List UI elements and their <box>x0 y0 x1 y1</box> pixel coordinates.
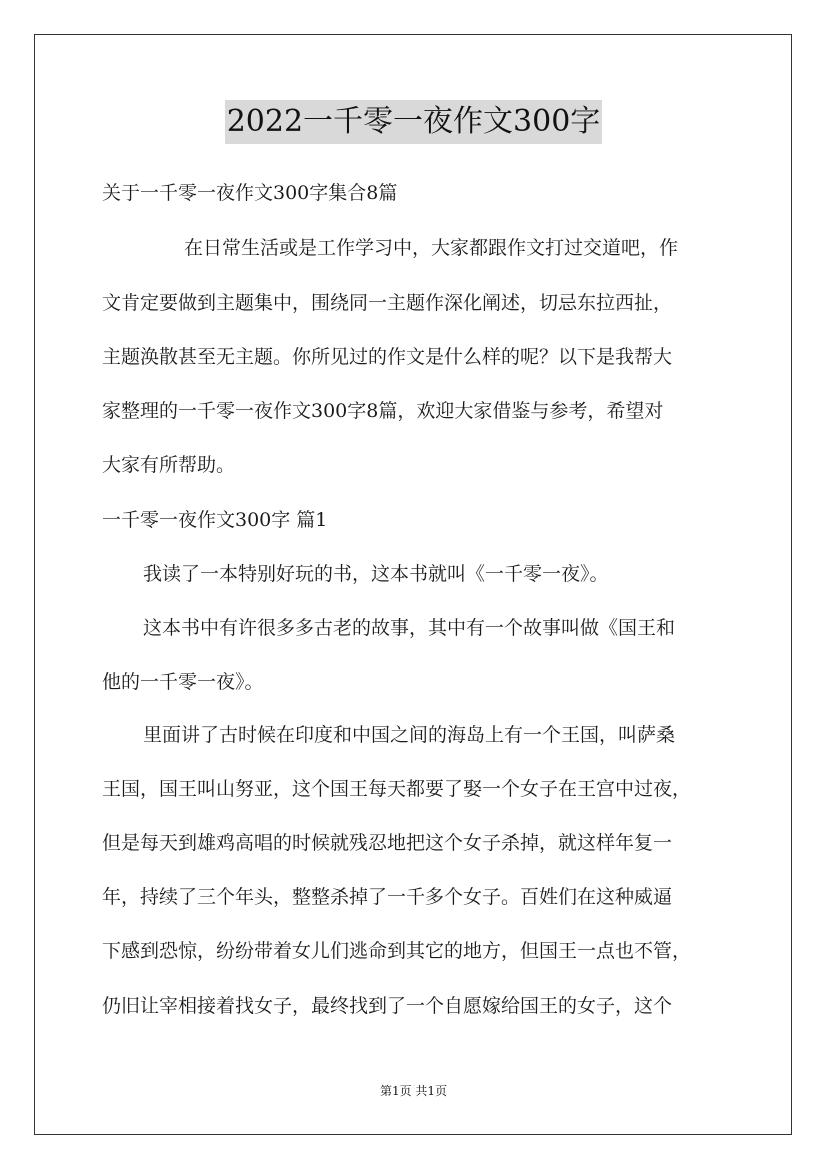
intro-line-4: 家整理的一千零一夜作文300字8篇，欢迎大家借鉴与参考，希望对 <box>102 400 664 422</box>
paragraph-1: 我读了一本特别好玩的书，这本书就叫《一千零一夜》。 <box>143 563 609 585</box>
paragraph-3-line-5: 下感到恐惊，纷纷带着女儿们逃命到其它的地方，但国王一点也不管， <box>102 940 692 962</box>
section-heading: 一千零一夜作文300字 篇1 <box>102 509 328 531</box>
paragraph-3-line-3: 但是每天到雄鸡高唱的时候就残忍地把这个女子杀掉，就这样年复一 <box>102 832 673 854</box>
paragraph-3-line-4: 年，持续了三个年头，整整杀掉了一千多个女子。百姓们在这种威逼 <box>102 886 673 908</box>
intro-line-3: 主题涣散甚至无主题。你所见过的作文是什么样的呢？以下是我帮大 <box>102 346 673 368</box>
document-title-wrap <box>0 100 827 144</box>
paragraph-3-line-2: 王国，国王叫山努亚，这个国王每天都要了娶一个女子在王宫中过夜， <box>102 778 692 800</box>
paragraph-2-line-2: 他的一千零一夜》。 <box>102 671 264 693</box>
intro-line-2: 文肯定要做到主题集中，围绕同一主题作深化阐述，切忌东拉西扯， <box>102 292 673 314</box>
intro-line-1: 在日常生活或是工作学习中，大家都跟作文打过交道吧，作 <box>184 237 679 259</box>
paragraph-3-line-1: 里面讲了古时候在印度和中国之间的海岛上有一个王国，叫萨桑 <box>143 724 676 746</box>
page-footer: 第1页 共1页 <box>379 1084 448 1098</box>
document-title: 2022一千零一夜作文300字 <box>225 100 603 144</box>
document-subtitle: 关于一千零一夜作文300字集合8篇 <box>102 182 398 204</box>
paragraph-2-line-1: 这本书中有许很多多古老的故事，其中有一个故事叫做《国王和 <box>143 617 676 639</box>
paragraph-3-line-6: 仍旧让宰相接着找女子，最终找到了一个自愿嫁给国王的女子，这个 <box>102 995 673 1017</box>
intro-line-5: 大家有所帮助。 <box>102 454 236 476</box>
